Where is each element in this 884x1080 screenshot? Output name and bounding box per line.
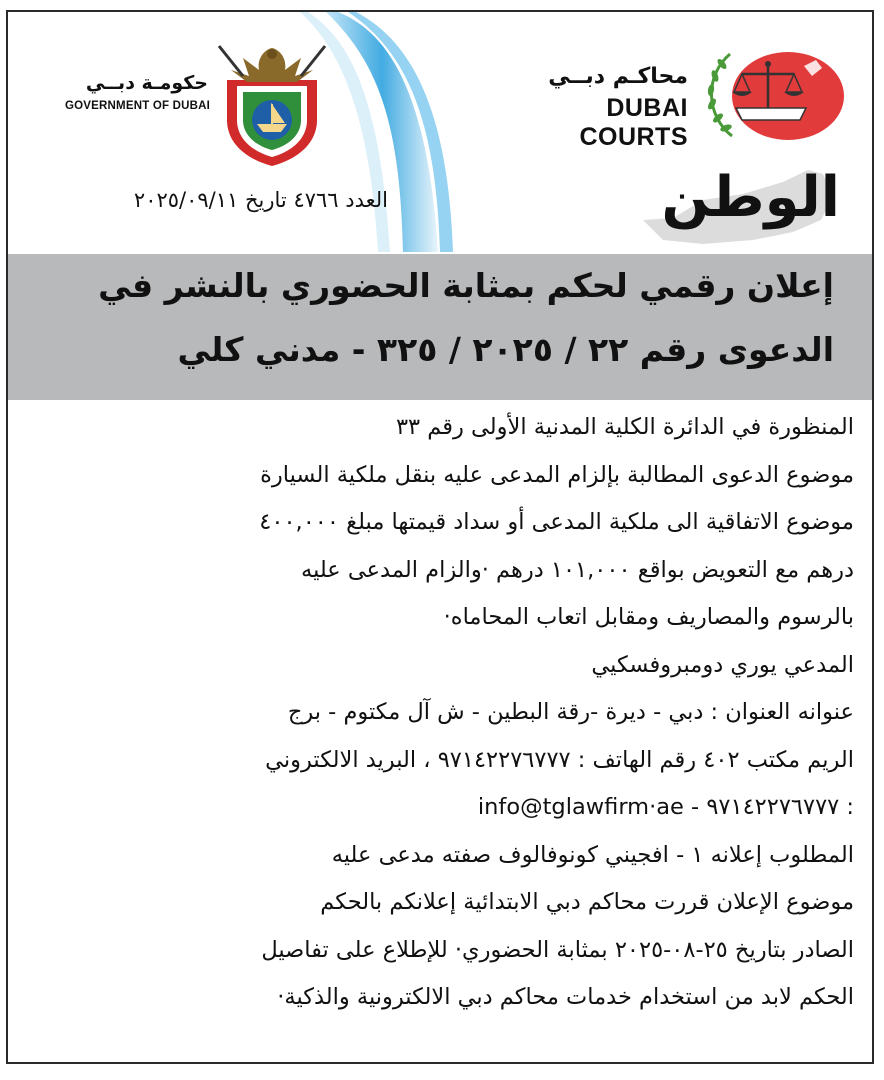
body-line: عنوانه العنوان : دبي - ديرة -رقة البطين - ش آل مكتوم - برج bbox=[287, 699, 854, 725]
dubai-government-emblem-icon bbox=[213, 40, 331, 168]
body-line: المدعي يوري دومبروفسكيي bbox=[591, 651, 854, 678]
announcement-frame bbox=[6, 10, 874, 1064]
body-line: المنظورة في الدائرة الكلية المدنية الأولى رقم ٣٣ bbox=[395, 414, 854, 440]
body-line: الريم مكتب ٤٠٢ رقم الهاتف : ٩٧١٤٢٢٧٦٧٧٧ ، البريد الالكتروني bbox=[265, 746, 854, 773]
government-name-english: GOVERNMENT OF DUBAI bbox=[65, 100, 210, 112]
body-line-contact: : ٩٧١٤٢٢٧٦٧٧٧ - info@tglawfirm·ae bbox=[477, 794, 854, 820]
announcement-title-band bbox=[8, 254, 872, 400]
header bbox=[8, 12, 872, 252]
dubai-courts-scales-logo-icon bbox=[696, 46, 846, 142]
body-line: بالرسوم والمصاريف ومقابل اتعاب المحاماه· bbox=[443, 604, 854, 630]
government-name-arabic: حكومـة دبــي bbox=[85, 72, 208, 94]
courts-name-arabic: محاكـم دبــي bbox=[548, 64, 688, 89]
title-line-2: الدعوى رقم ٢٢ / ٢٠٢٥ / ٣٢٥ - مدني كلي bbox=[177, 330, 834, 369]
title-line-1: إعلان رقمي لحكم بمثابة الحضوري بالنشر في bbox=[98, 266, 834, 305]
issue-number-date: العدد ٤٧٦٦ تاريخ ٢٠٢٥/٠٩/١١ bbox=[133, 188, 388, 212]
body-line: موضوع الاتفاقية الى ملكية المدعى أو سداد قيمتها مبلغ ٤٠٠,٠٠٠ bbox=[259, 509, 854, 535]
body-line: موضوع الإعلان قررت محاكم دبي الابتدائية إعلانكم بالحكم bbox=[320, 889, 854, 915]
announcement-body bbox=[16, 404, 854, 1022]
body-line: درهم مع التعويض بواقع ١٠١,٠٠٠ درهم ·والزام المدعى عليه bbox=[301, 556, 854, 583]
body-line: الصادر بتاريخ ٢٥-٠٨-٢٠٢٥ بمثابة الحضوري· للإطلاع على تفاصيل bbox=[261, 936, 854, 963]
body-line: المطلوب إعلانه ١ - افجيني كونوفالوف صفته مدعى عليه bbox=[331, 841, 854, 868]
courts-name-english: DUBAI COURTS bbox=[579, 94, 688, 151]
body-line: الحكم لابد من استخدام خدمات محاكم دبي الالكترونية والذكية· bbox=[277, 984, 854, 1010]
newspaper-name: الوطن bbox=[661, 165, 840, 230]
body-line: موضوع الدعوى المطالبة بإلزام المدعى عليه بنقل ملكية السيارة bbox=[260, 461, 854, 488]
